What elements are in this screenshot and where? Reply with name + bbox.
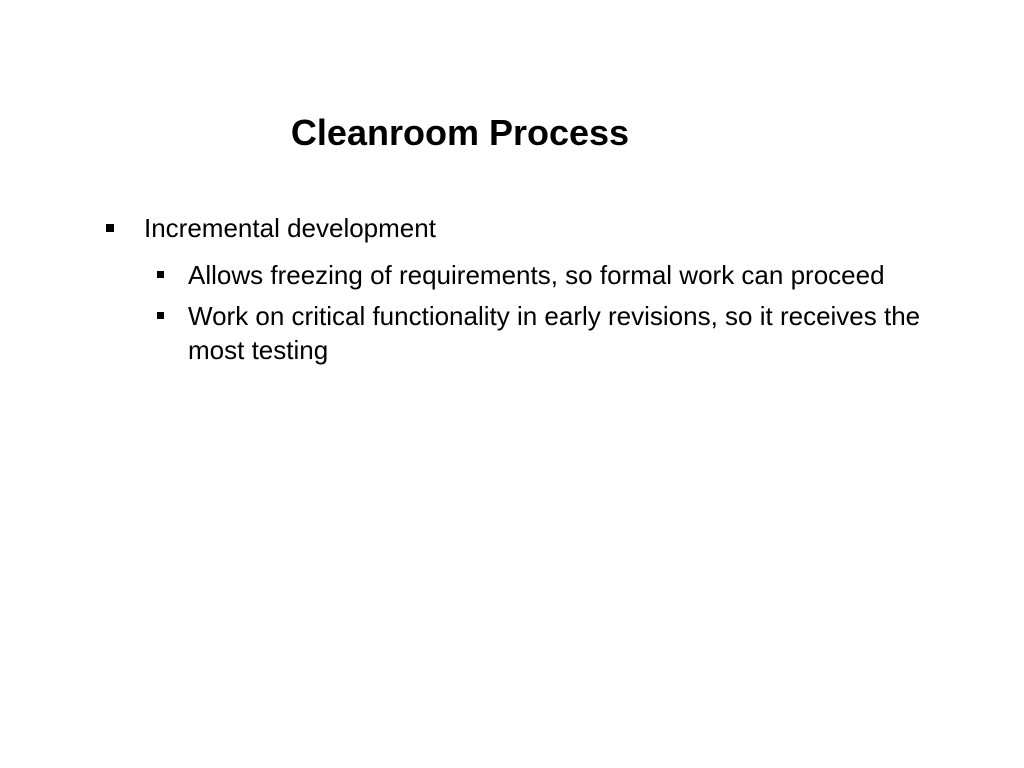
sub-bullet-list — [157, 258, 947, 374]
square-bullet-icon — [106, 224, 114, 232]
sub-bullet-item — [157, 258, 947, 292]
square-bullet-icon — [157, 271, 164, 278]
slide-title: Cleanroom Process — [290, 112, 630, 153]
sub-bullet-text: Work on critical functionality in early revisions, so it receives the most testing — [188, 301, 921, 365]
bullet-item — [105, 210, 965, 365]
sub-bullet-item — [157, 299, 947, 367]
square-bullet-icon — [157, 312, 164, 319]
sub-bullet-text: Allows freezing of requirements, so formal work can proceed — [188, 260, 885, 290]
bullet-text: Incremental development — [144, 213, 436, 243]
